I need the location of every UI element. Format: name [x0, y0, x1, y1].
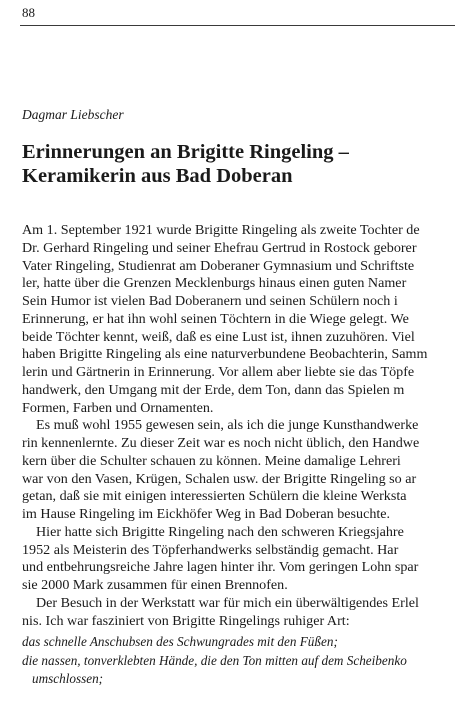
page-number: 88 — [22, 5, 35, 20]
paragraph-line: im Hause Ringeling im Eickhöfer Weg in Bad Doberan besuchte. — [22, 506, 391, 522]
paragraph-line: Es muß wohl 1955 gewesen sein, als ich die junge Kunsthandwerke — [36, 417, 419, 434]
quote-line: umschlossen; — [32, 671, 104, 686]
article-body — [22, 222, 455, 630]
title-line: Keramikerin aus Bad Doberan — [22, 165, 293, 187]
paragraph-line: war von den Vasen, Krügen, Schalen usw. der Brigitte Ringeling so ar — [22, 470, 417, 487]
paragraph-line: Hier hatte sich Brigitte Ringeling nach den schweren Kriegsjahre — [36, 523, 404, 540]
paragraph-line: lerin und Gärtnerin in Erinnerung. Vor allem aber liebte sie das Töpfe — [22, 364, 415, 380]
title-line: Erinnerungen an Brigitte Ringeling – — [22, 141, 349, 163]
paragraph-line: nis. Ich war fasziniert von Brigitte Ringelings ruhiger Art: — [22, 612, 350, 629]
paragraph-line: Vater Ringeling, Studienrat am Doberaner Gymnasium und Schriftste — [22, 257, 415, 274]
paragraph-line: Sein Humor ist vielen Bad Doberanern und seinen Schülern noch i — [22, 293, 398, 309]
author-name: Dagmar Liebscher — [22, 107, 124, 122]
paragraph-line: und entbehrungsreiche Jahre lagen hinter ihr. Vom geringen Lohn spar — [22, 559, 419, 576]
paragraph-line: rin kennenlernte. Zu dieser Zeit war es noch nicht üblich, den Handwe — [22, 435, 420, 451]
paragraph-line: beide Töchter kennt, weiß, daß es eine Lust ist, ihnen zuzuhören. Viel — [22, 328, 415, 345]
quoted-passage — [22, 633, 455, 689]
paragraph-line: handwerk, den Umgang mit der Erde, dem Ton, dann das Spielen m — [22, 381, 405, 398]
paragraph-line: Erinnerung, er hat ihn wohl seinen Töchtern in die Wiege gelegt. We — [22, 310, 409, 327]
paragraph-line: sie 2000 Mark zusammen für einen Brennofen. — [22, 577, 288, 593]
paragraph-line: haben Brigitte Ringeling als eine naturverbundene Beobachterin, Samm — [22, 346, 428, 363]
paragraph-line: kern über die Schulter schauen zu können. Meine damalige Lehreri — [22, 452, 401, 469]
quote-line: die nassen, tonverklebten Hände, die den Ton mitten auf dem Scheibenko — [22, 652, 407, 668]
quote-line: das schnelle Anschubsen des Schwungrades mit den Füßen; — [22, 634, 338, 649]
paragraph-line: Dr. Gerhard Ringeling und seiner Ehefrau Gertrud in Rostock geborer — [22, 239, 417, 256]
paragraph-line: ler, hatte über die Grenzen Mecklenburgs hinaus einen guten Namer — [22, 275, 407, 292]
article-title — [22, 140, 349, 188]
paragraph-line: Am 1. September 1921 wurde Brigitte Ringeling als zweite Tochter de — [22, 222, 420, 238]
paragraph-line: 1952 als Meisterin des Töpferhandwerks selbständig gemacht. Har — [22, 541, 399, 558]
header-rule — [20, 25, 455, 26]
paragraph-line: getan, daß sie mit einigen interessierten Schülern die kleine Werksta — [22, 488, 407, 505]
paragraph-line: Formen, Farben und Ornamenten. — [22, 399, 214, 416]
paragraph-line: Der Besuch in der Werkstatt war für mich ein überwältigendes Erlel — [36, 594, 419, 611]
